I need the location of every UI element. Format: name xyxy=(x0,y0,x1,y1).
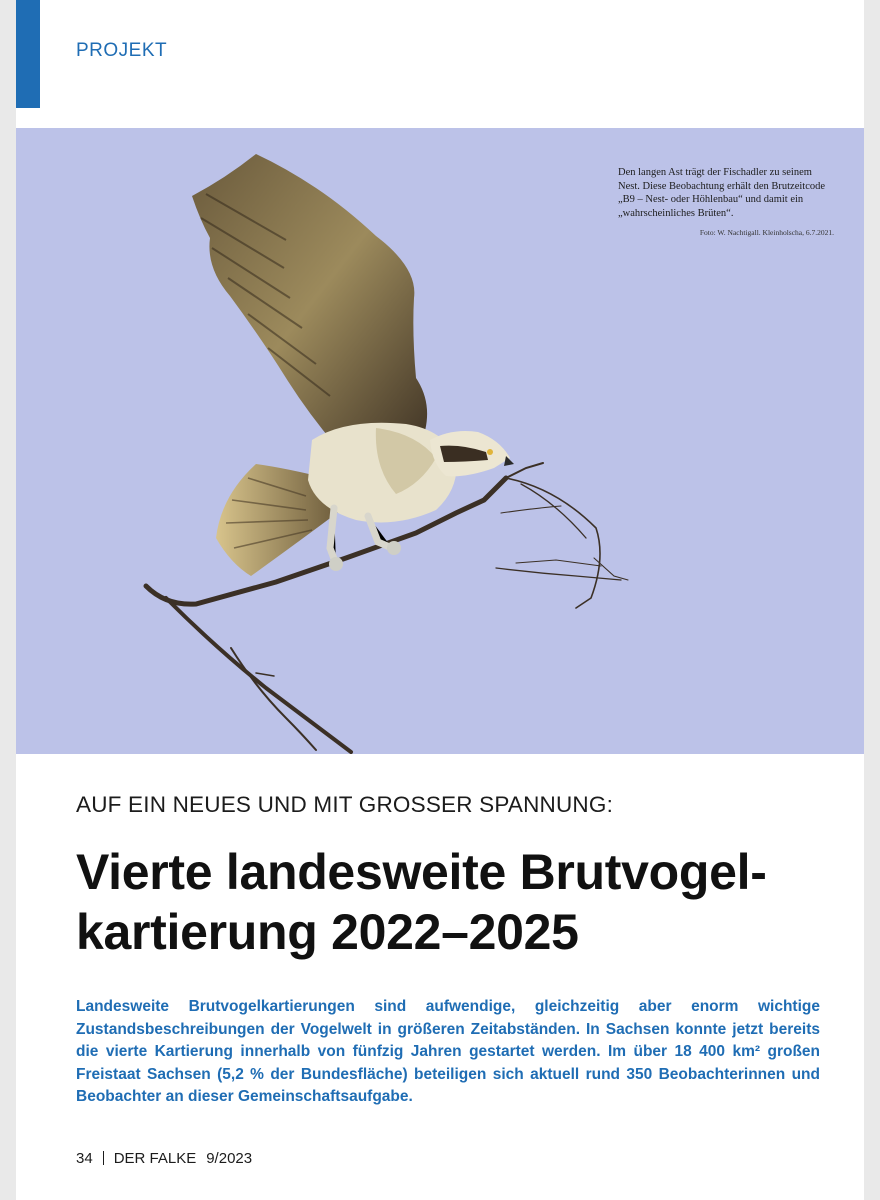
photo-credit: Foto: W. Nachtigall. Kleinholscha, 6.7.2021. xyxy=(699,228,834,237)
magazine-page xyxy=(16,0,864,1200)
magazine-name: DER FALKE xyxy=(113,1150,197,1167)
section-color-bar xyxy=(16,0,40,108)
page-footer xyxy=(76,1150,252,1167)
article-kicker: AUF EIN NEUES UND MIT GROSSER SPANNUNG: xyxy=(76,792,614,817)
footer-separator xyxy=(103,1151,104,1165)
article-lead: Landesweite Brutvogelkartierungen sind aufwendige, gleichzeitig aber enorm wichtige Zustandsbeschreibungen der Vogelwelt in größeren Zeitabständen. In Sachsen konnte jetzt bereits die vierte Kartierung innerhalb von fünfzig Jahren gestartet werden. Im über 18 400 km² großen Freistaat Sachsen (5,2 % der Bundesfläche) beteiligen sich aktuell rund 350 Beobachterinnen und Beobachter an dieser Gemeinschaftsaufgabe. xyxy=(76,998,820,1105)
photo-caption: Den langen Ast trägt der Fischadler zu seinem Nest. Diese Beobachtung erhält den Brutzeitcode „B9 – Nest- oder Höhlenbau“ und damit ein „wahrscheinliches Brüten“. xyxy=(618,167,826,219)
osprey-photo xyxy=(16,128,864,754)
osprey-wing xyxy=(192,154,427,457)
osprey-illustration xyxy=(16,128,864,754)
page-number: 34 xyxy=(76,1150,93,1167)
issue-number: 9/2023 xyxy=(206,1150,253,1167)
section-label: PROJEKT xyxy=(76,40,168,61)
article-headline: Vierte landesweite Brutvogel-kartierung 2022–2025 xyxy=(76,844,767,960)
